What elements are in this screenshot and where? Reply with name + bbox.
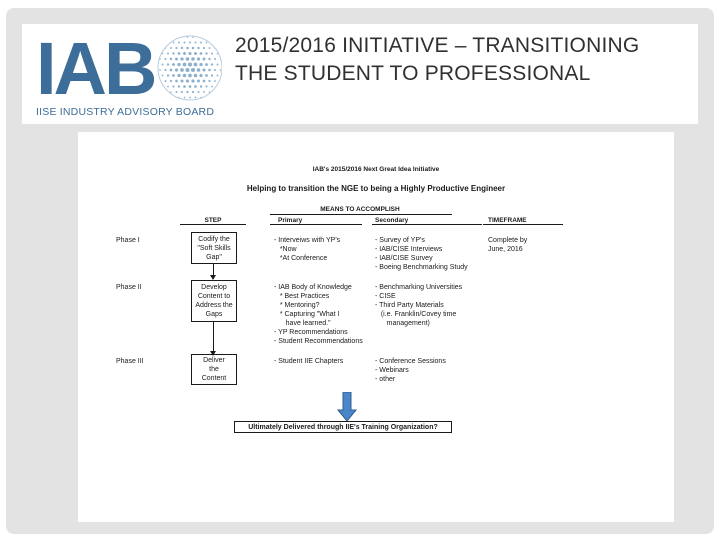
globe-dot <box>167 74 169 76</box>
globe-dot <box>189 97 191 99</box>
globe-dot <box>180 57 183 60</box>
logo-caption: IISE INDUSTRY ADVISORY BOARD <box>36 106 215 118</box>
globe-dot <box>164 69 166 71</box>
phase-3-step-line: the <box>209 366 219 373</box>
phase-2-primary-line: - IAB Body of Knowledge <box>274 284 352 291</box>
globe-dot <box>194 63 198 67</box>
globe-dot <box>162 64 164 66</box>
col-primary-underline <box>270 224 362 225</box>
globe-dot <box>167 63 169 65</box>
means-underline <box>270 214 452 215</box>
globe-dot <box>183 63 187 67</box>
globe-dot <box>189 41 191 43</box>
phase-2-primary-line: * Capturing "What I <box>274 311 340 318</box>
phase-2-secondary-line: - Benchmarking Universities <box>375 284 463 291</box>
globe-dot <box>165 80 167 82</box>
globe-dot <box>162 97 163 98</box>
globe-dot <box>183 52 186 55</box>
globe-dot <box>203 80 206 83</box>
globe-dot <box>214 69 216 71</box>
col-step-underline <box>180 224 246 225</box>
down-arrow-icon <box>337 392 357 422</box>
globe-dot <box>220 36 221 37</box>
globe-dot <box>165 36 166 37</box>
globe-dot <box>203 58 206 61</box>
globe-dot <box>167 42 168 43</box>
globe-dot <box>203 36 204 37</box>
globe-dot <box>197 57 200 60</box>
phase-2-label: Phase II <box>116 284 142 291</box>
phase-2-step-line: Develop <box>201 284 227 291</box>
globe-dot <box>176 91 178 93</box>
iab-logo <box>34 27 215 120</box>
initiative-table <box>78 132 674 522</box>
globe-dot <box>170 47 172 49</box>
globe-dot <box>181 91 183 93</box>
globe-dot <box>172 63 175 66</box>
phase-1-secondary-line: - IAB/CISE Interviews <box>375 246 443 253</box>
globe-dot <box>165 91 166 92</box>
globe-dot <box>209 47 211 49</box>
phase-2-primary-line: * Best Practices <box>274 293 330 300</box>
globe-dot <box>164 58 166 60</box>
globe-dot <box>208 80 210 82</box>
slide-header <box>22 24 698 124</box>
globe-dot <box>214 58 216 60</box>
globe-dot <box>194 52 197 55</box>
globe-dot <box>217 42 218 43</box>
globe-dot <box>220 80 221 81</box>
globe-dot <box>159 91 160 92</box>
globe-dot <box>211 74 213 76</box>
globe-dot <box>197 91 199 93</box>
phase-2-step-box <box>191 280 237 322</box>
globe-dot <box>206 42 208 44</box>
phase-1-step-line: Codify the <box>198 235 230 243</box>
globe-dot <box>177 74 180 77</box>
globe-dot <box>209 36 210 37</box>
globe-dot <box>194 85 197 88</box>
globe-dot <box>173 42 175 44</box>
globe-dot <box>197 68 201 72</box>
flow-connector-2 <box>213 322 214 352</box>
globe-dot <box>217 97 218 98</box>
globe-dot <box>175 47 177 49</box>
col-step: STEP <box>204 217 222 224</box>
phase-1-secondary-line: - IAB/CISE Survey <box>375 255 433 262</box>
phase-2-secondary-line: - CISE <box>375 293 396 300</box>
slide-title: 2015/2016 INITIATIVE – TRANSITIONING THE STUDENT TO PROFESSIONAL <box>235 34 640 85</box>
globe-dot <box>220 47 221 48</box>
globe-dot <box>159 36 160 37</box>
globe-dot <box>195 97 197 99</box>
globe-dot <box>172 52 174 54</box>
globe-dot <box>203 47 205 49</box>
globe-dot <box>208 58 210 60</box>
globe-dot <box>178 52 181 55</box>
globe-dot <box>211 97 212 98</box>
final-statement-box: Ultimately Delivered through IIE's Training Organization? <box>234 421 452 433</box>
globe-dot <box>194 41 196 43</box>
globe-dot <box>172 85 174 87</box>
globe-dot <box>170 69 173 72</box>
phase-3-secondary-line: - Conference Sessions <box>375 358 446 365</box>
globe-dot <box>220 91 221 92</box>
globe-dot <box>186 57 190 61</box>
globe-dot <box>220 69 222 71</box>
phase-2-primary-line: - Student Recommendations <box>274 338 363 345</box>
phase-1-primary-line: *Now <box>274 246 297 253</box>
globe-dot <box>180 79 183 82</box>
globe-dot <box>214 80 216 82</box>
phase-1-timeframe-line: Complete by <box>488 237 528 244</box>
globe-dot <box>185 68 189 72</box>
globe-dot <box>175 58 178 61</box>
globe-dot <box>200 42 202 44</box>
phase-2-secondary-line: (i.e. Franklin/Covey time <box>375 311 457 318</box>
globe-dot <box>197 47 199 49</box>
col-primary: Primary <box>278 217 303 224</box>
phase-1-label: Phase I <box>116 237 140 244</box>
logo-letters: IAB <box>36 27 155 110</box>
doc-subheading: Helping to transition the NGE to being a Highly Productive Engineer <box>246 184 506 193</box>
globe-dot <box>159 47 160 48</box>
globe-dot <box>186 91 188 93</box>
globe-dot <box>183 41 185 43</box>
phase-2-step-line: Gaps <box>205 311 223 318</box>
globe-dot <box>176 36 177 37</box>
col-timeframe-underline <box>483 224 563 225</box>
globe-dot <box>205 52 207 54</box>
globe-dot <box>191 57 195 61</box>
globe-dot <box>205 85 207 87</box>
globe-dot <box>175 80 178 83</box>
phase-2-secondary <box>375 283 462 328</box>
phase-1-step-line: Gap" <box>206 253 222 261</box>
globe-dot <box>167 52 169 54</box>
globe-dot <box>203 91 205 93</box>
globe-dot <box>192 91 194 93</box>
globe-dot <box>194 74 198 78</box>
globe-dot <box>177 63 180 66</box>
phase-3-label: Phase III <box>116 358 144 365</box>
globe-dot <box>170 91 172 93</box>
globe-dot <box>162 75 164 77</box>
phase-2-primary <box>274 283 363 346</box>
globe-dot <box>188 62 192 66</box>
globe-dot <box>200 85 202 87</box>
doc-heading: IAB's 2015/2016 Next Great Idea Initiative <box>312 166 440 173</box>
globe-dot <box>200 52 203 55</box>
globe-dot <box>217 64 219 66</box>
phase-3-step-line: Deliver <box>203 357 225 364</box>
phase-2-step-line: Address the <box>195 302 233 309</box>
globe-dot <box>170 80 172 82</box>
globe-dot <box>192 47 195 50</box>
globe-dot <box>183 74 187 78</box>
phase-1-secondary-line: - Survey of YP's <box>375 237 425 244</box>
phase-2-secondary-line: - Third Party Materials <box>375 302 444 309</box>
globe-dot <box>162 42 163 43</box>
globe-dot <box>211 86 213 88</box>
phase-1-secondary <box>375 236 468 272</box>
globe-dot <box>199 63 202 66</box>
col-secondary: Secondary <box>375 217 409 224</box>
globe-dot <box>178 42 180 44</box>
globe-dot <box>170 58 172 60</box>
phase-1-step-line: "Soft Skills <box>197 244 231 252</box>
globe-dot <box>184 97 186 99</box>
document-image <box>78 132 674 522</box>
globe-dot <box>205 63 208 66</box>
phase-2-primary-line: have learned." <box>274 320 331 327</box>
globe-icon <box>152 32 222 104</box>
globe-dot <box>188 74 192 78</box>
phase-2-step-line: Content to <box>197 293 231 300</box>
phase-2-secondary-line: management) <box>375 320 430 327</box>
globe-dot <box>172 74 175 77</box>
globe-dot <box>211 63 213 65</box>
globe-dot <box>189 85 192 88</box>
phase-3-step-box <box>191 354 237 385</box>
globe-dot <box>183 85 186 88</box>
globe-dot <box>178 85 180 87</box>
globe-dot <box>186 79 189 82</box>
globe-dot <box>214 91 215 92</box>
phase-1-primary-line: *At Conference <box>274 255 328 262</box>
phase-2-primary-line: - YP Recommendations <box>274 329 348 336</box>
phase-1-primary-line: - Interveiws with YP's <box>274 237 341 244</box>
globe-dot <box>175 68 178 71</box>
globe-dot <box>167 86 169 88</box>
globe-dot <box>206 97 207 98</box>
globe-dot <box>173 97 174 98</box>
globe-dot <box>211 42 212 43</box>
phase-3-secondary-line: - Webinars <box>375 367 409 374</box>
globe-dot <box>191 68 195 72</box>
globe-dot <box>214 36 215 37</box>
phase-1-secondary-line: - Boeing Benchmarking Study <box>375 264 468 271</box>
phase-1-step-box <box>191 232 237 264</box>
globe-dot <box>159 69 161 71</box>
globe-dot <box>202 68 205 71</box>
globe-dot <box>205 74 208 77</box>
globe-dot <box>197 80 200 83</box>
phase-1-primary <box>274 236 340 263</box>
globe-dot <box>186 47 189 50</box>
phase-1-timeframe-line: June, 2016 <box>488 246 523 253</box>
globe-dot <box>188 52 191 55</box>
phase-1-timeframe <box>488 236 527 254</box>
phase-3-primary-line: - Student IIE Chapters <box>274 358 344 365</box>
globe-dot <box>191 79 194 82</box>
globe-dot <box>181 47 183 49</box>
globe-dot <box>199 74 202 77</box>
phase-3-primary <box>274 357 343 366</box>
means-heading: MEANS TO ACCOMPLISH <box>320 206 400 213</box>
globe-dot <box>208 69 211 72</box>
globe-dot <box>217 75 219 77</box>
col-secondary-underline <box>372 224 482 225</box>
globe-dot <box>180 68 184 72</box>
phase-3-secondary-line: - other <box>375 376 396 383</box>
globe-dot <box>170 36 171 37</box>
phase-2-primary-line: * Mentoring? <box>274 302 320 309</box>
col-timeframe: TIMEFRAME <box>488 217 527 224</box>
phase-3-secondary <box>375 357 446 384</box>
phase-3-step-line: Content <box>201 375 227 382</box>
globe-dot <box>167 97 168 98</box>
globe-dot <box>211 52 213 54</box>
